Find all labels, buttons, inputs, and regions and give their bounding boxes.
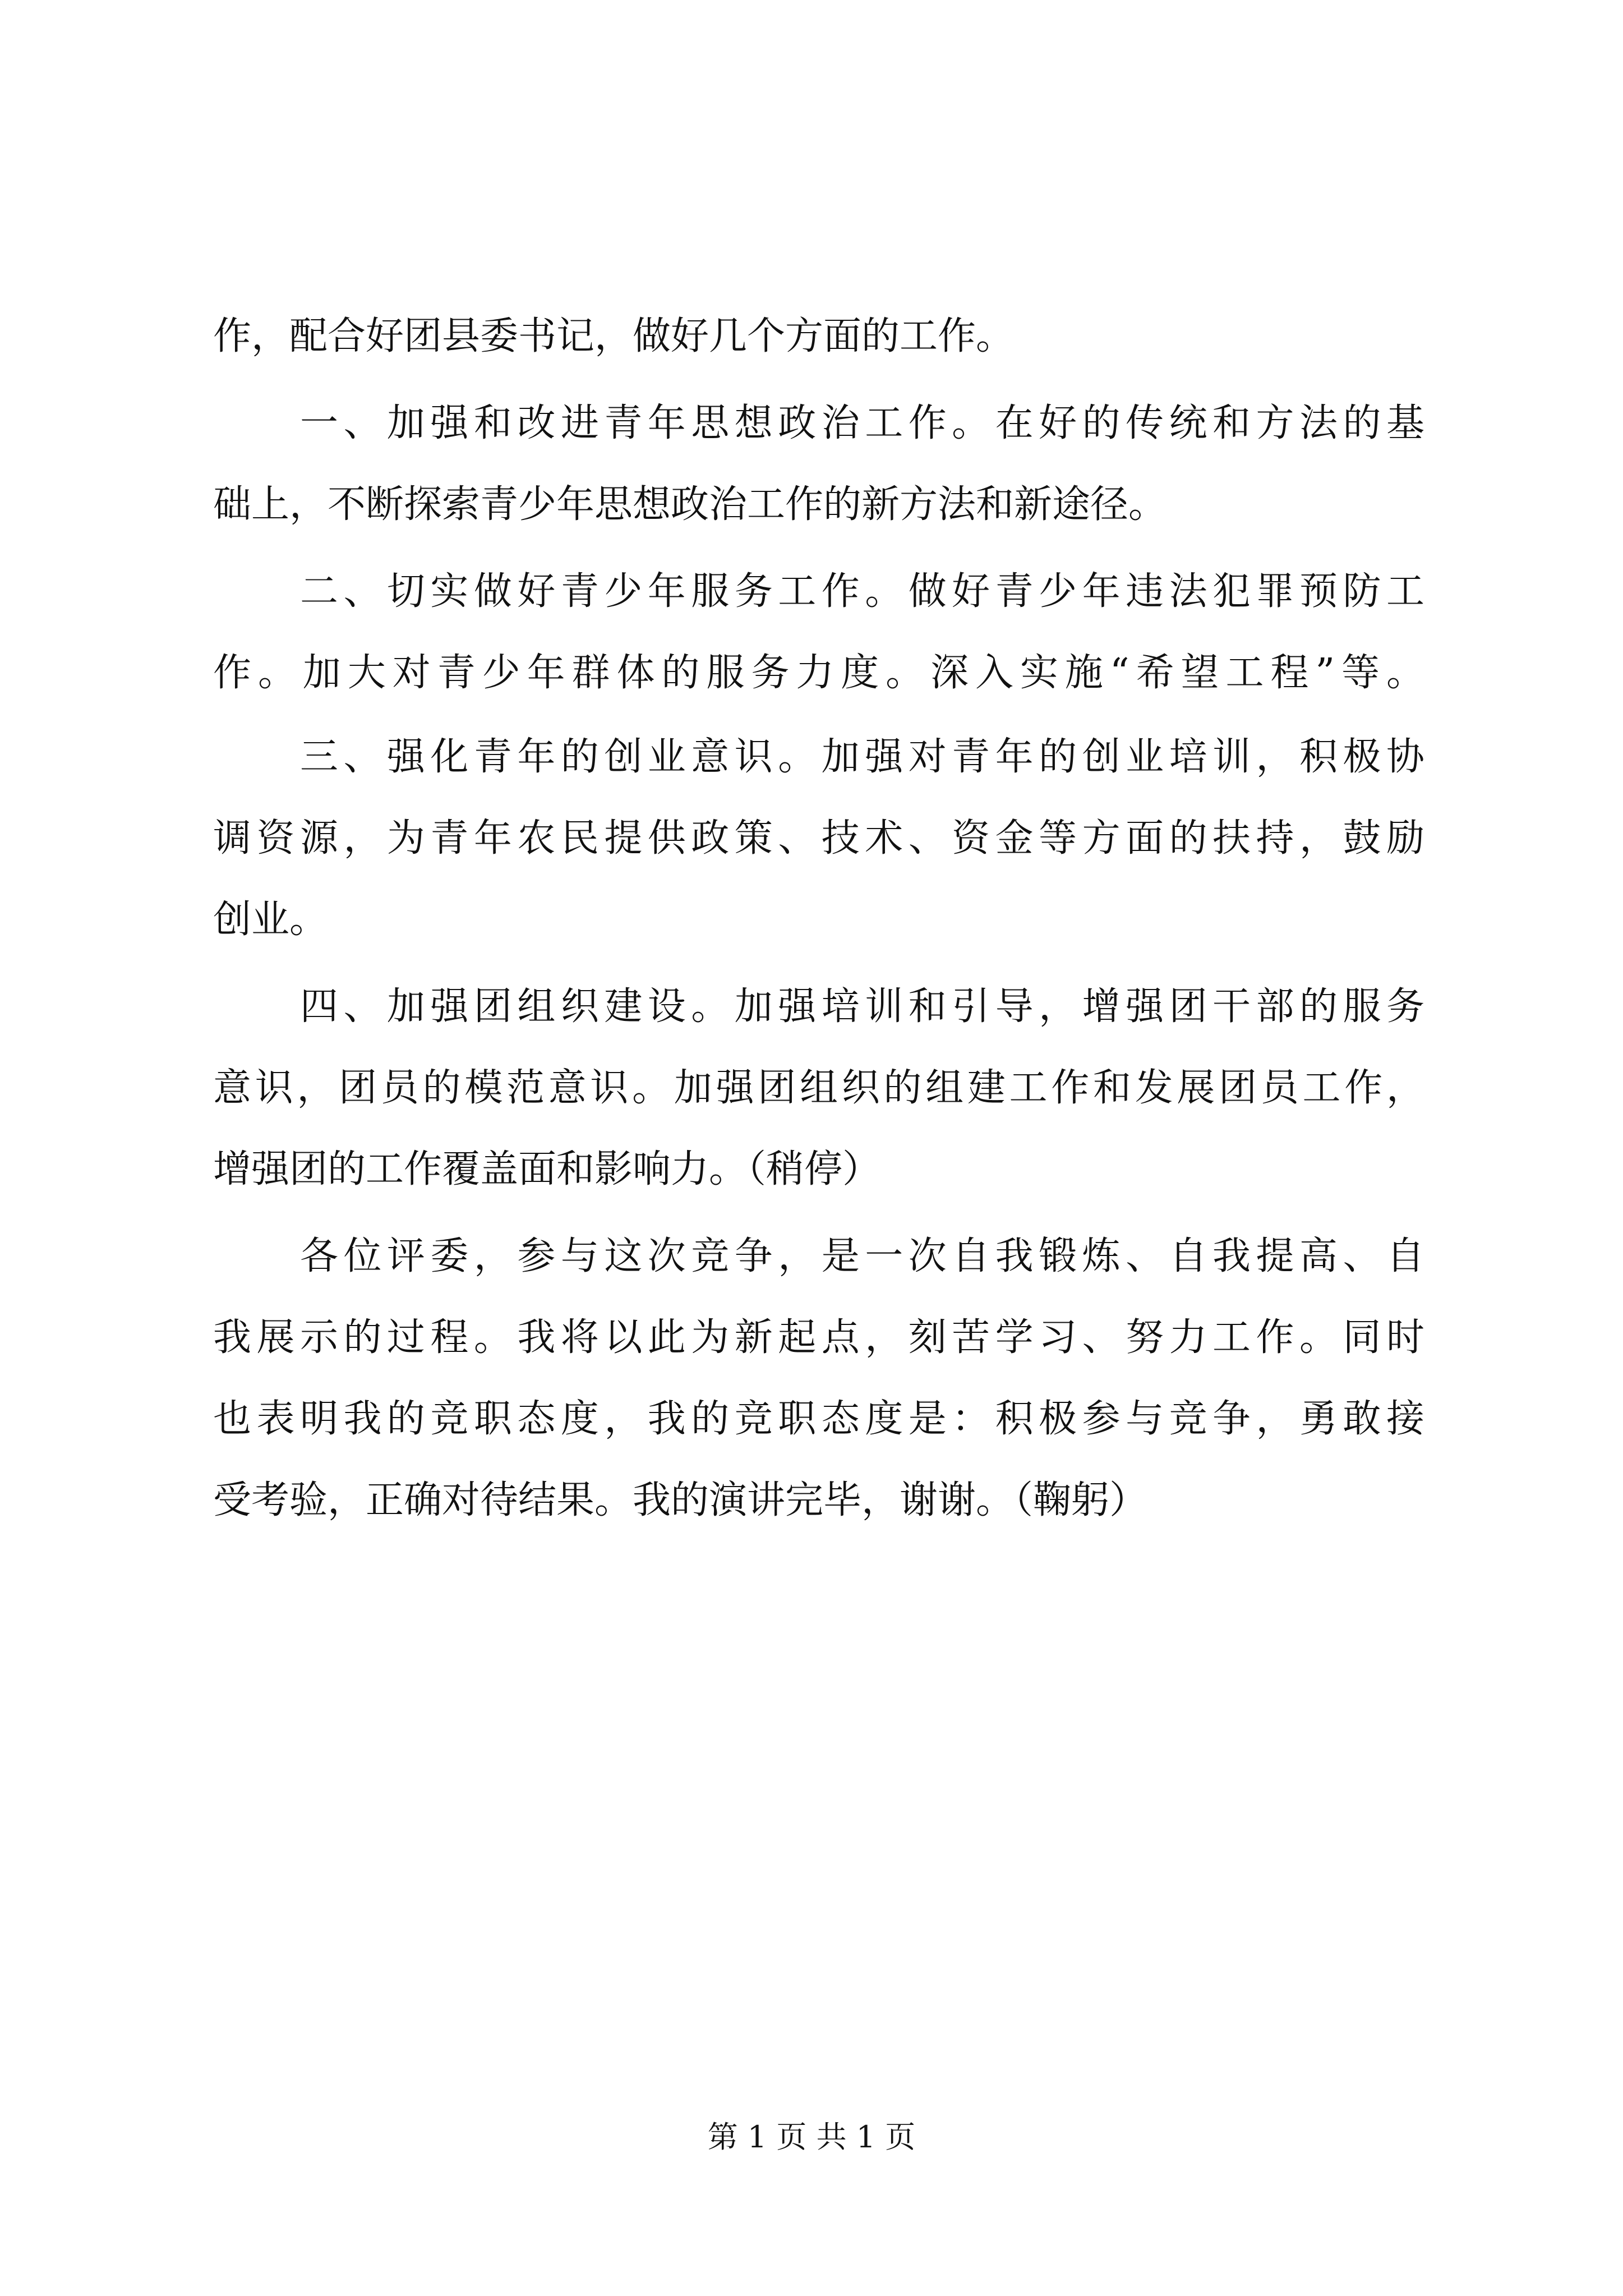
text-line: 二、切实做好青少年服务工作。做好青少年违法犯罪预防工 — [213, 569, 1424, 614]
text-line: 创业。 — [213, 898, 328, 942]
text-line: 各位评委，参与这次竞争，是一次自我锻炼、自我提高、自 — [213, 1234, 1424, 1278]
text-line: 我展示的过程。我将以此为新起点，刻苦学习、努力工作。同时 — [213, 1315, 1424, 1360]
text-line: 增强团的工作覆盖面和影响力。（稍停） — [213, 1147, 881, 1191]
text-line: 三、强化青年的创业意识。加强对青年的创业培训，积极协 — [213, 735, 1424, 779]
text-line: 四、加强团组织建设。加强培训和引导，增强团干部的服务 — [213, 984, 1424, 1029]
text-line: 也表明我的竞职态度，我的竞职态度是：积极参与竞争，勇敢接 — [213, 1397, 1424, 1441]
text-line: 调资源，为青年农民提供政策、技术、资金等方面的扶持，鼓励 — [213, 816, 1424, 861]
text-line: 作。加大对青少年群体的服务力度。深入实施“希望工程”等。 — [213, 651, 1424, 695]
text-line: 受考验，正确对待结果。我的演讲完毕，谢谢。（鞠躬） — [213, 1478, 1148, 1522]
text-line: 一、加强和改进青年思想政治工作。在好的传统和方法的基 — [213, 401, 1424, 445]
text-line: 础上，不断探索青少年思想政治工作的新方法和新途径。 — [213, 482, 1167, 527]
text-line: 作，配合好团县委书记，做好几个方面的工作。 — [213, 314, 1015, 358]
page-footer: 第 1 页 共 1 页 — [707, 2119, 916, 2155]
text-line: 意识，团员的模范意识。加强团组织的组建工作和发展团员工作， — [213, 1066, 1424, 1110]
